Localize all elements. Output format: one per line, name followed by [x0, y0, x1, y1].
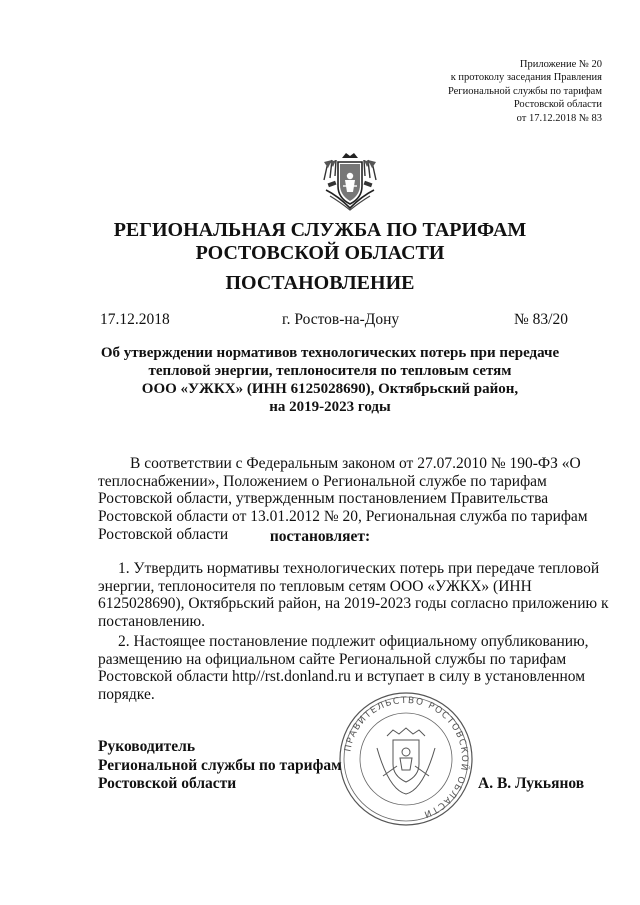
document-city: г. Ростов-на-Дону: [282, 311, 400, 328]
paragraph-line: 1. Утвердить нормативы технологических потерь при передаче тепловой: [118, 560, 600, 577]
signer-title-line: Региональной службы по тарифам: [98, 756, 342, 774]
organization-name: [0, 219, 640, 265]
official-seal-icon: [337, 690, 475, 828]
appendix-line: Ростовской области: [513, 99, 602, 111]
subject-line: на 2019-2023 годы: [269, 399, 391, 415]
paragraph-line: энергии, теплоносителя по тепловым сетям ООО «УЖКХ» (ИНН: [98, 577, 532, 595]
org-name-line: РОСТОВСКОЙ ОБЛАСТИ: [195, 242, 445, 264]
paragraph-line: порядке.: [98, 686, 155, 704]
paragraph-line: 2. Настоящее постановление подлежит официальному опубликованию,: [118, 633, 589, 650]
document-number: № 83/20: [514, 311, 568, 328]
appendix-line: Приложение № 20: [519, 59, 602, 70]
paragraph-line: Ростовской области от 13.01.2012 № 20, Региональная служба по тарифам: [98, 508, 588, 526]
org-name-line: РЕГИОНАЛЬНАЯ СЛУЖБА ПО ТАРИФАМ: [113, 219, 527, 241]
paragraph-line: Ростовской области: [98, 525, 229, 543]
signer-name: А. В. Лукьянов: [478, 775, 585, 792]
paragraph-line: теплоснабжении», Положением о Региональной службе по тарифам: [98, 472, 547, 490]
svg-text:ПРАВИТЕЛЬСТВО РОСТОВСКОЙ ОБЛАС: ПРАВИТЕЛЬСТВО РОСТОВСКОЙ ОБЛАСТИ: [343, 695, 470, 820]
paragraph-line: Ростовской области, утвержденным постановлением Правительства: [98, 490, 549, 508]
appendix-line: Региональной службы по тарифам: [447, 85, 602, 97]
document-type: ПОСТАНОВЛЕНИЕ: [225, 272, 415, 294]
paragraph-line: В соответствии с Федеральным законом от 27.07.2010 № 190-ФЗ «О: [130, 455, 581, 472]
resolves-heading: постановляет:: [269, 528, 371, 545]
signer-title-line: Ростовской области: [98, 775, 237, 792]
appendix-line: к протоколу заседания Правления: [450, 72, 602, 84]
paragraph-line: размещению на официальном сайте Региональной службы по тарифам: [98, 650, 567, 668]
resolution-item-1: [98, 560, 609, 631]
signer-title: [98, 738, 342, 794]
document-meta-row: [100, 310, 568, 330]
subject-line: тепловой энергии, теплоносителя по тепловым сетям: [148, 363, 512, 379]
appendix-note: [342, 58, 602, 125]
paragraph-line: Ростовской области http//rst.donland.ru и вступает в силу в установленном: [98, 668, 586, 686]
paragraph-line: постановлению.: [98, 613, 205, 631]
subject-line: Об утверждении нормативов технологических потерь при передаче: [100, 345, 560, 361]
document-date: 17.12.2018: [100, 311, 170, 328]
subject-line: ООО «УЖКХ» (ИНН 6125028690), Октябрьский район,: [141, 381, 519, 397]
appendix-line: от 17.12.2018 № 83: [516, 112, 602, 124]
coat-of-arms-icon: [318, 150, 382, 214]
document-subject: [60, 344, 600, 416]
paragraph-line: 6125028690), Октябрьский район, на 2019-2023 годы согласно приложению к: [98, 595, 609, 613]
signer-title-line: Руководитель: [98, 738, 196, 755]
